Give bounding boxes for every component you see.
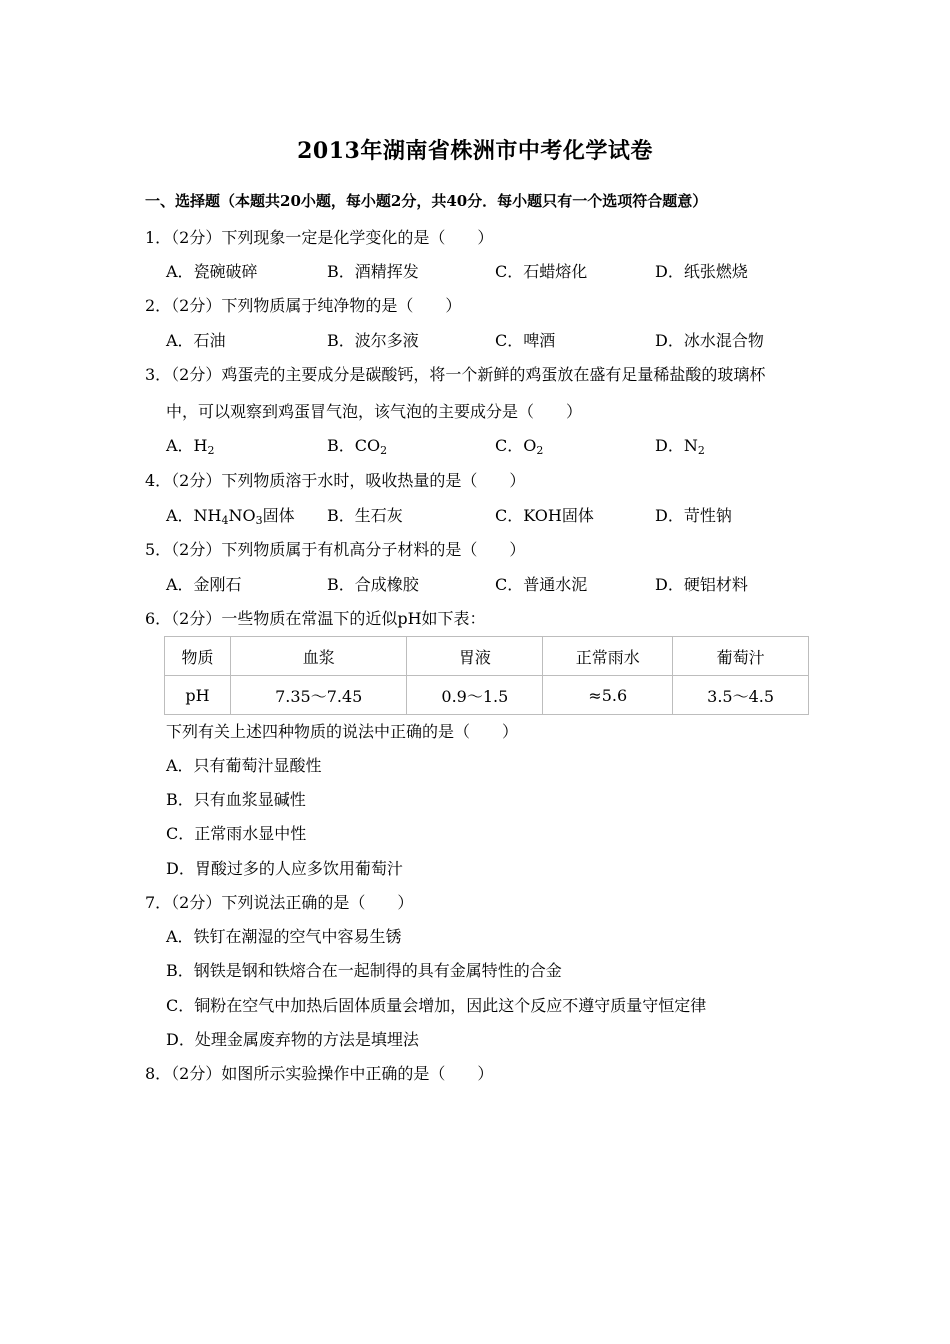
q1-option-c: C．石蜡熔化 xyxy=(495,262,588,281)
q7-option-b: B．钢铁是钢和铁熔合在一起制得的具有金属特性的合金 xyxy=(166,961,562,980)
q2-option-c: C．啤酒 xyxy=(495,331,556,350)
q7-option-a: A．铁钉在潮湿的空气中容易生锈 xyxy=(166,927,402,946)
q5-option-d: D．硬铝材料 xyxy=(655,575,748,594)
question-7-stem: 7．（2分）下列说法正确的是（ ） xyxy=(145,893,414,912)
question-4-stem: 4．（2分）下列物质溶于水时，吸收热量的是（ ） xyxy=(145,471,526,490)
section-header: 一、选择题（本题共20小题，每小题2分，共40分．每小题只有一个选项符合题意） xyxy=(145,192,708,210)
table-header-cell: 正常雨水 xyxy=(543,637,673,676)
q5-option-b: B．合成橡胶 xyxy=(327,575,419,594)
q1-option-a: A．瓷碗破碎 xyxy=(166,262,258,281)
q6-option-a: A．只有葡萄汁显酸性 xyxy=(166,756,322,775)
table-cell: ≈5.6 xyxy=(543,676,673,715)
table-cell: 7.35～7.45 xyxy=(231,676,407,715)
table-cell: 0.9～1.5 xyxy=(407,676,543,715)
ph-table xyxy=(164,636,809,715)
page-title: 2013年湖南省株洲市中考化学试卷 xyxy=(297,138,653,164)
table-header-cell: 血浆 xyxy=(231,637,407,676)
q3-option-d: D．$N_2$ xyxy=(655,436,705,457)
question-3-stem-continued: 中，可以观察到鸡蛋冒气泡，该气泡的主要成分是（ ） xyxy=(166,402,583,421)
q2-option-b: B．波尔多液 xyxy=(327,331,419,350)
q2-option-d: D．冰水混合物 xyxy=(655,331,764,350)
q6-option-c: C．正常雨水显中性 xyxy=(166,824,307,843)
q4-option-a: A．$NH_4NO_3$固体 xyxy=(166,506,295,527)
q4-option-d: D．苛性钠 xyxy=(655,506,732,525)
table-cell: 3.5～4.5 xyxy=(673,676,809,715)
question-6-follow-up: 下列有关上述四种物质的说法中正确的是（ ） xyxy=(166,722,519,741)
q7-option-c: C．铜粉在空气中加热后固体质量会增加，因此这个反应不遵守质量守恒定律 xyxy=(166,996,707,1015)
q4-option-b: B．生石灰 xyxy=(327,506,403,525)
table-row xyxy=(165,676,809,715)
q1-option-b: B．酒精挥发 xyxy=(327,262,419,281)
q3-option-b: B．$CO_2$ xyxy=(327,436,388,457)
q3-option-a: A．$H_2$ xyxy=(166,436,215,457)
question-1-stem: 1．（2分）下列现象一定是化学变化的是（ ） xyxy=(145,228,494,247)
table-header-row xyxy=(165,637,809,676)
q5-option-c: C．普通水泥 xyxy=(495,575,588,594)
q4-option-c: C．KOH固体 xyxy=(495,506,594,525)
question-3-stem: 3．（2分）鸡蛋壳的主要成分是碳酸钙，将一个新鲜的鸡蛋放在盛有足量稀盐酸的玻璃杯 xyxy=(145,365,766,384)
question-5-stem: 5．（2分）下列物质属于有机高分子材料的是（ ） xyxy=(145,540,526,559)
question-8-stem: 8．（2分）如图所示实验操作中正确的是（ ） xyxy=(145,1064,494,1083)
q5-option-a: A．金刚石 xyxy=(166,575,242,594)
table-cell: pH xyxy=(165,676,231,715)
table-header-cell: 物质 xyxy=(165,637,231,676)
question-6-stem: 6．（2分）一些物质在常温下的近似pH如下表： xyxy=(145,609,486,628)
q3-option-c: C．$O_2$ xyxy=(495,436,544,457)
q2-option-a: A．石油 xyxy=(166,331,226,350)
table-header-cell: 葡萄汁 xyxy=(673,637,809,676)
q7-option-d: D．处理金属废弃物的方法是填埋法 xyxy=(166,1030,419,1049)
table-header-cell: 胃液 xyxy=(407,637,543,676)
question-2-stem: 2．（2分）下列物质属于纯净物的是（ ） xyxy=(145,296,462,315)
q6-option-d: D．胃酸过多的人应多饮用葡萄汁 xyxy=(166,859,403,878)
q1-option-d: D．纸张燃烧 xyxy=(655,262,748,281)
q6-option-b: B．只有血浆显碱性 xyxy=(166,790,306,809)
